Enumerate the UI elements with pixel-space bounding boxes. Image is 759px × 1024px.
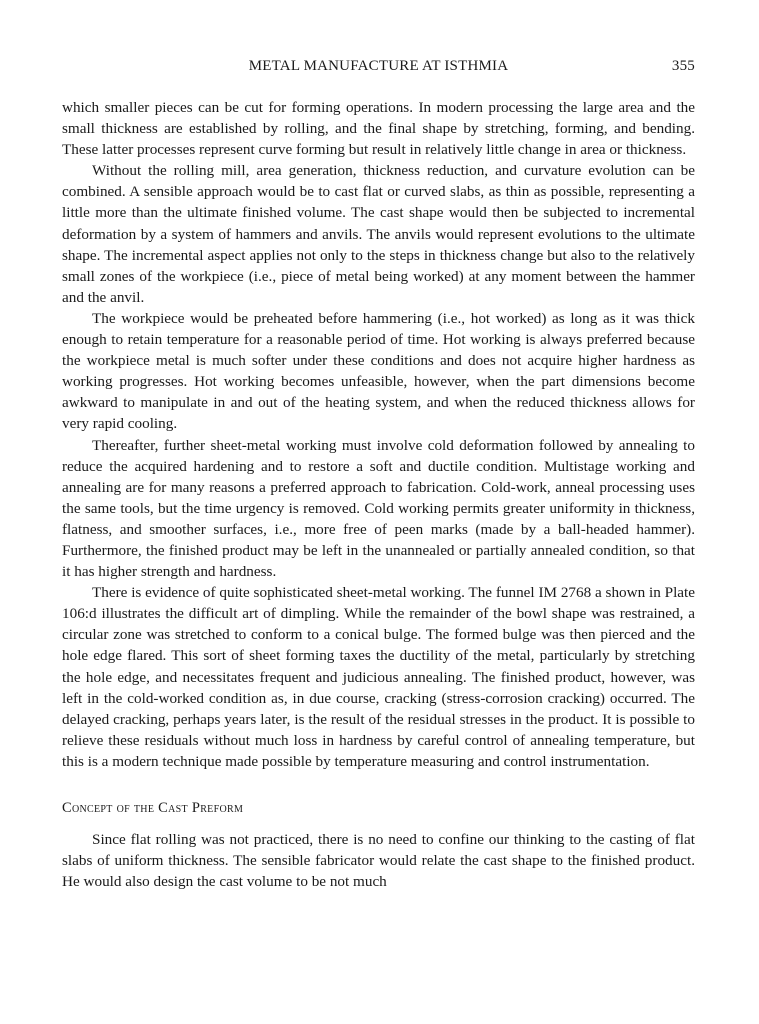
body-text (62, 97, 695, 892)
paragraph-rolling-mill: Without the rolling mill, area generation, thickness reduction, and curvature evolution can be combined. A sensible approach would be to cast flat or curved slabs, as thin as possible, representing a little more than the ultimate finished volume. The cast shape would then be subjected to incremental deformation by a system of hammers and anvils. The anvils would represent evolutions to the ultimate shape. The incremental aspect applies not only to the steps in thickness change but also to the relatively small zones of the workpiece (i.e., piece of metal being worked) at any moment between the hammer and the anvil. (62, 162, 695, 306)
page-number: 355 (671, 58, 695, 74)
paragraph-cast-preform: Since flat rolling was not practiced, there is no need to confine our thinking to the casting of flat slabs of uniform thickness. The sensible fabricator would relate the cast shape to the finished product. He would also design the cast volume to be not much (62, 831, 695, 891)
paragraph-continued: which smaller pieces can be cut for forming operations. In modern processing the large area and the small thickness are established by rolling, and the final shape by stretching, forming, and bending. These latter processes represent curve forming but result in relatively little change in area or thickness. (62, 99, 695, 159)
paragraph-hot-working: The workpiece would be preheated before hammering (i.e., hot worked) as long as it was thick enough to retain temperature for a reasonable period of time. Hot working is always preferred because the workpiece metal is much softer under these conditions and does not acquire higher hardness as working progresses. Hot working becomes unfeasible, however, when the part dimensions become awkward to manipulate in and out of the heating system, and when the reduced thickness allows for very rapid cooling. (62, 309, 695, 433)
running-title: METAL MANUFACTURE AT ISTHMIA (248, 58, 509, 74)
paragraph-cold-deformation: Thereafter, further sheet-metal working must involve cold deformation followed by annealing to reduce the acquired hardening and to restore a soft and ductile condition. Multistage working and annealing are for many reasons a preferred approach to fabrication. Cold-work, anneal processing uses the same tools, but the time urgency is removed. Cold working permits greater uniformity in thickness, flatness, and smoother surfaces, i.e., more free of peen marks (made by a ball-headed hammer). Furthermore, the finished product may be left in the unannealed or partially annealed condition, so that it has higher strength and hardness. (62, 436, 695, 581)
paragraph-sheet-metal-evidence: There is evidence of quite sophisticated sheet-metal working. The funnel IM 2768 a shown in Plate 106:d illustrates the difficult art of dimpling. While the remainder of the bowl shape was restrained, a circular zone was stretched to conform to a conical bulge. The formed bulge was then pierced and the hole edge flared. This sort of sheet forming taxes the ductility of the metal, particularly by stretching the hole edge, and necessitates frequent and judicious annealing. The finished product, however, was left in the cold-worked condition as, in due course, cracking (stress-corrosion cracking) occurred. The delayed cracking, perhaps years later, is the result of the residual stresses in the product. It is possible to relieve these residuals without much loss in hardness by careful control of annealing temperature, but this is a modern technique made possible by temperature measuring and control instrumentation. (62, 584, 695, 770)
page (62, 58, 695, 892)
running-head (62, 58, 695, 80)
section-heading: Concept of the Cast Preform (62, 800, 244, 816)
